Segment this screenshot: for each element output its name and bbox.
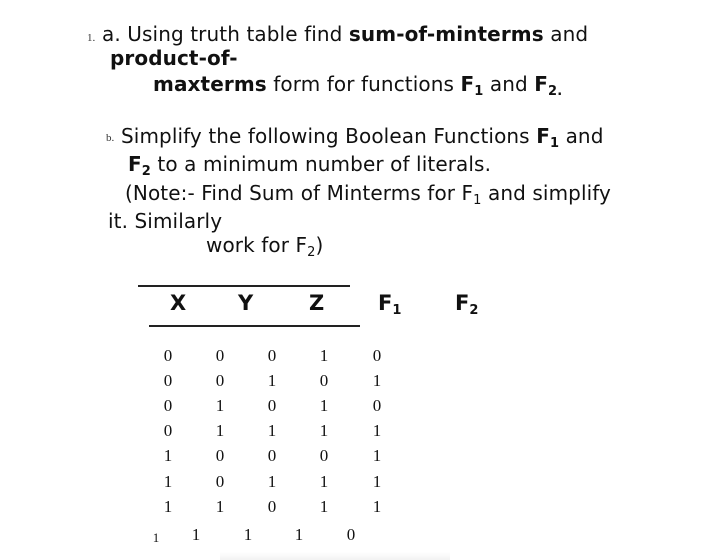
part-b-line-2: [128, 152, 492, 179]
part-b-line-4: it. Similarly: [108, 209, 223, 233]
header-y: Y: [238, 291, 254, 315]
part-a-f2: [534, 72, 563, 99]
part-a-f1-base: F: [460, 72, 475, 96]
table-cell: 0: [372, 396, 382, 416]
part-a-line-3: [153, 72, 563, 99]
last-row-cell: 1: [294, 525, 304, 544]
part-a-bold-product-of: product-of-: [110, 46, 238, 70]
part-a-f1: [460, 72, 484, 99]
part-b-f1-base: F: [536, 124, 550, 148]
last-row-cell: 1: [152, 530, 160, 545]
part-a-f2-sub: 2.: [548, 84, 563, 99]
table-cell: 1: [163, 471, 173, 491]
table-cell: 0: [319, 371, 329, 391]
part-b-note-sub: 1: [473, 193, 482, 208]
part-b-f2-sub: 2: [141, 164, 151, 179]
table-cell: 0: [163, 371, 173, 391]
part-b-and: and: [565, 124, 604, 148]
header-x: X: [170, 291, 187, 315]
table-header-rule: [149, 325, 360, 327]
part-b-note: [125, 181, 611, 208]
part-a-f2-base: F: [534, 72, 549, 96]
part-a-text-2: and: [550, 22, 589, 46]
table-cell: 0: [267, 346, 277, 365]
table-cell: 0: [215, 446, 225, 466]
table-cell: 1: [372, 496, 382, 516]
part-b-f1-sub: 1: [549, 136, 560, 151]
table-cell: 1: [267, 371, 277, 391]
part-a-line-1: [102, 22, 588, 46]
table-cell: 1: [372, 371, 382, 391]
part-a-bold-sum-of-minterms: sum-of-minterms: [348, 22, 544, 46]
table-cell: 1: [267, 471, 277, 491]
part-b-text-2: to a minimum number of literals.: [157, 152, 492, 176]
part-a-text-4: and: [489, 72, 528, 96]
table-cell: 1: [319, 496, 329, 516]
table-cell: 0: [163, 346, 173, 365]
table-cell: 1: [215, 396, 225, 416]
question-number: 1.: [87, 32, 96, 44]
last-row-cell: 0: [346, 525, 356, 544]
table-top-rule: [138, 285, 350, 287]
table-cell: 0: [267, 496, 277, 516]
header-z: Z: [309, 291, 325, 315]
part-a-letter: a.: [102, 22, 121, 46]
part-b-letter: b.: [106, 132, 115, 144]
part-b-line-5b: ): [315, 233, 324, 257]
table-cell: 1: [319, 421, 329, 441]
part-b-note-b: and simplify: [488, 181, 611, 205]
last-row-cell: 1: [191, 525, 201, 544]
header-f2: [455, 291, 479, 318]
page-bottom-shadow: [220, 552, 450, 560]
header-f1-sub: 1: [392, 303, 402, 318]
part-b-line-5a: work for F: [206, 233, 308, 257]
table-cell: 0: [215, 371, 225, 391]
table-cell: 0: [163, 421, 173, 441]
header-f1: [378, 291, 402, 318]
table-cell: 0: [163, 396, 173, 416]
part-a-text-1: Using truth table find: [127, 22, 343, 46]
table-cell: 0: [267, 396, 277, 416]
table-cell: 1: [319, 471, 329, 491]
part-a-f1-sub: 1: [474, 84, 484, 99]
part-b-f2-base: F: [128, 152, 142, 176]
table-cell: 0: [267, 446, 277, 466]
table-cell: 1: [372, 471, 382, 491]
part-a-bold-maxterms: maxterms: [153, 72, 267, 96]
table-cell: 1: [267, 421, 277, 441]
part-b-line-5-sub: 2: [307, 245, 316, 260]
table-cell: 0: [372, 346, 382, 365]
table-cell: 1: [372, 446, 382, 466]
table-cell: 1: [319, 396, 329, 416]
last-row-cell: 1: [243, 525, 253, 544]
part-b-text-1: Simplify the following Boolean Functions: [121, 124, 530, 148]
table-cell: 0: [319, 446, 329, 466]
table-cell: 0: [215, 471, 225, 491]
header-f2-sub: 2: [469, 303, 479, 318]
table-cell: 1: [372, 421, 382, 441]
table-cell: 1: [163, 496, 173, 516]
header-f1-base: F: [378, 291, 393, 315]
header-f2-base: F: [455, 291, 470, 315]
table-cell: 1: [215, 421, 225, 441]
table-cell: 1: [163, 446, 173, 466]
table-cell: 1: [215, 496, 225, 516]
part-b-note-a: (Note:- Find Sum of Minterms for F: [125, 181, 474, 205]
part-a-text-3: form for functions: [273, 72, 455, 96]
table-cell: 1: [319, 346, 329, 365]
part-b-line-5: [206, 233, 324, 260]
part-b-f1: [536, 124, 560, 151]
part-b-line-1: [121, 124, 604, 151]
table-cell: 0: [215, 346, 225, 365]
part-b-f2: [128, 152, 151, 179]
